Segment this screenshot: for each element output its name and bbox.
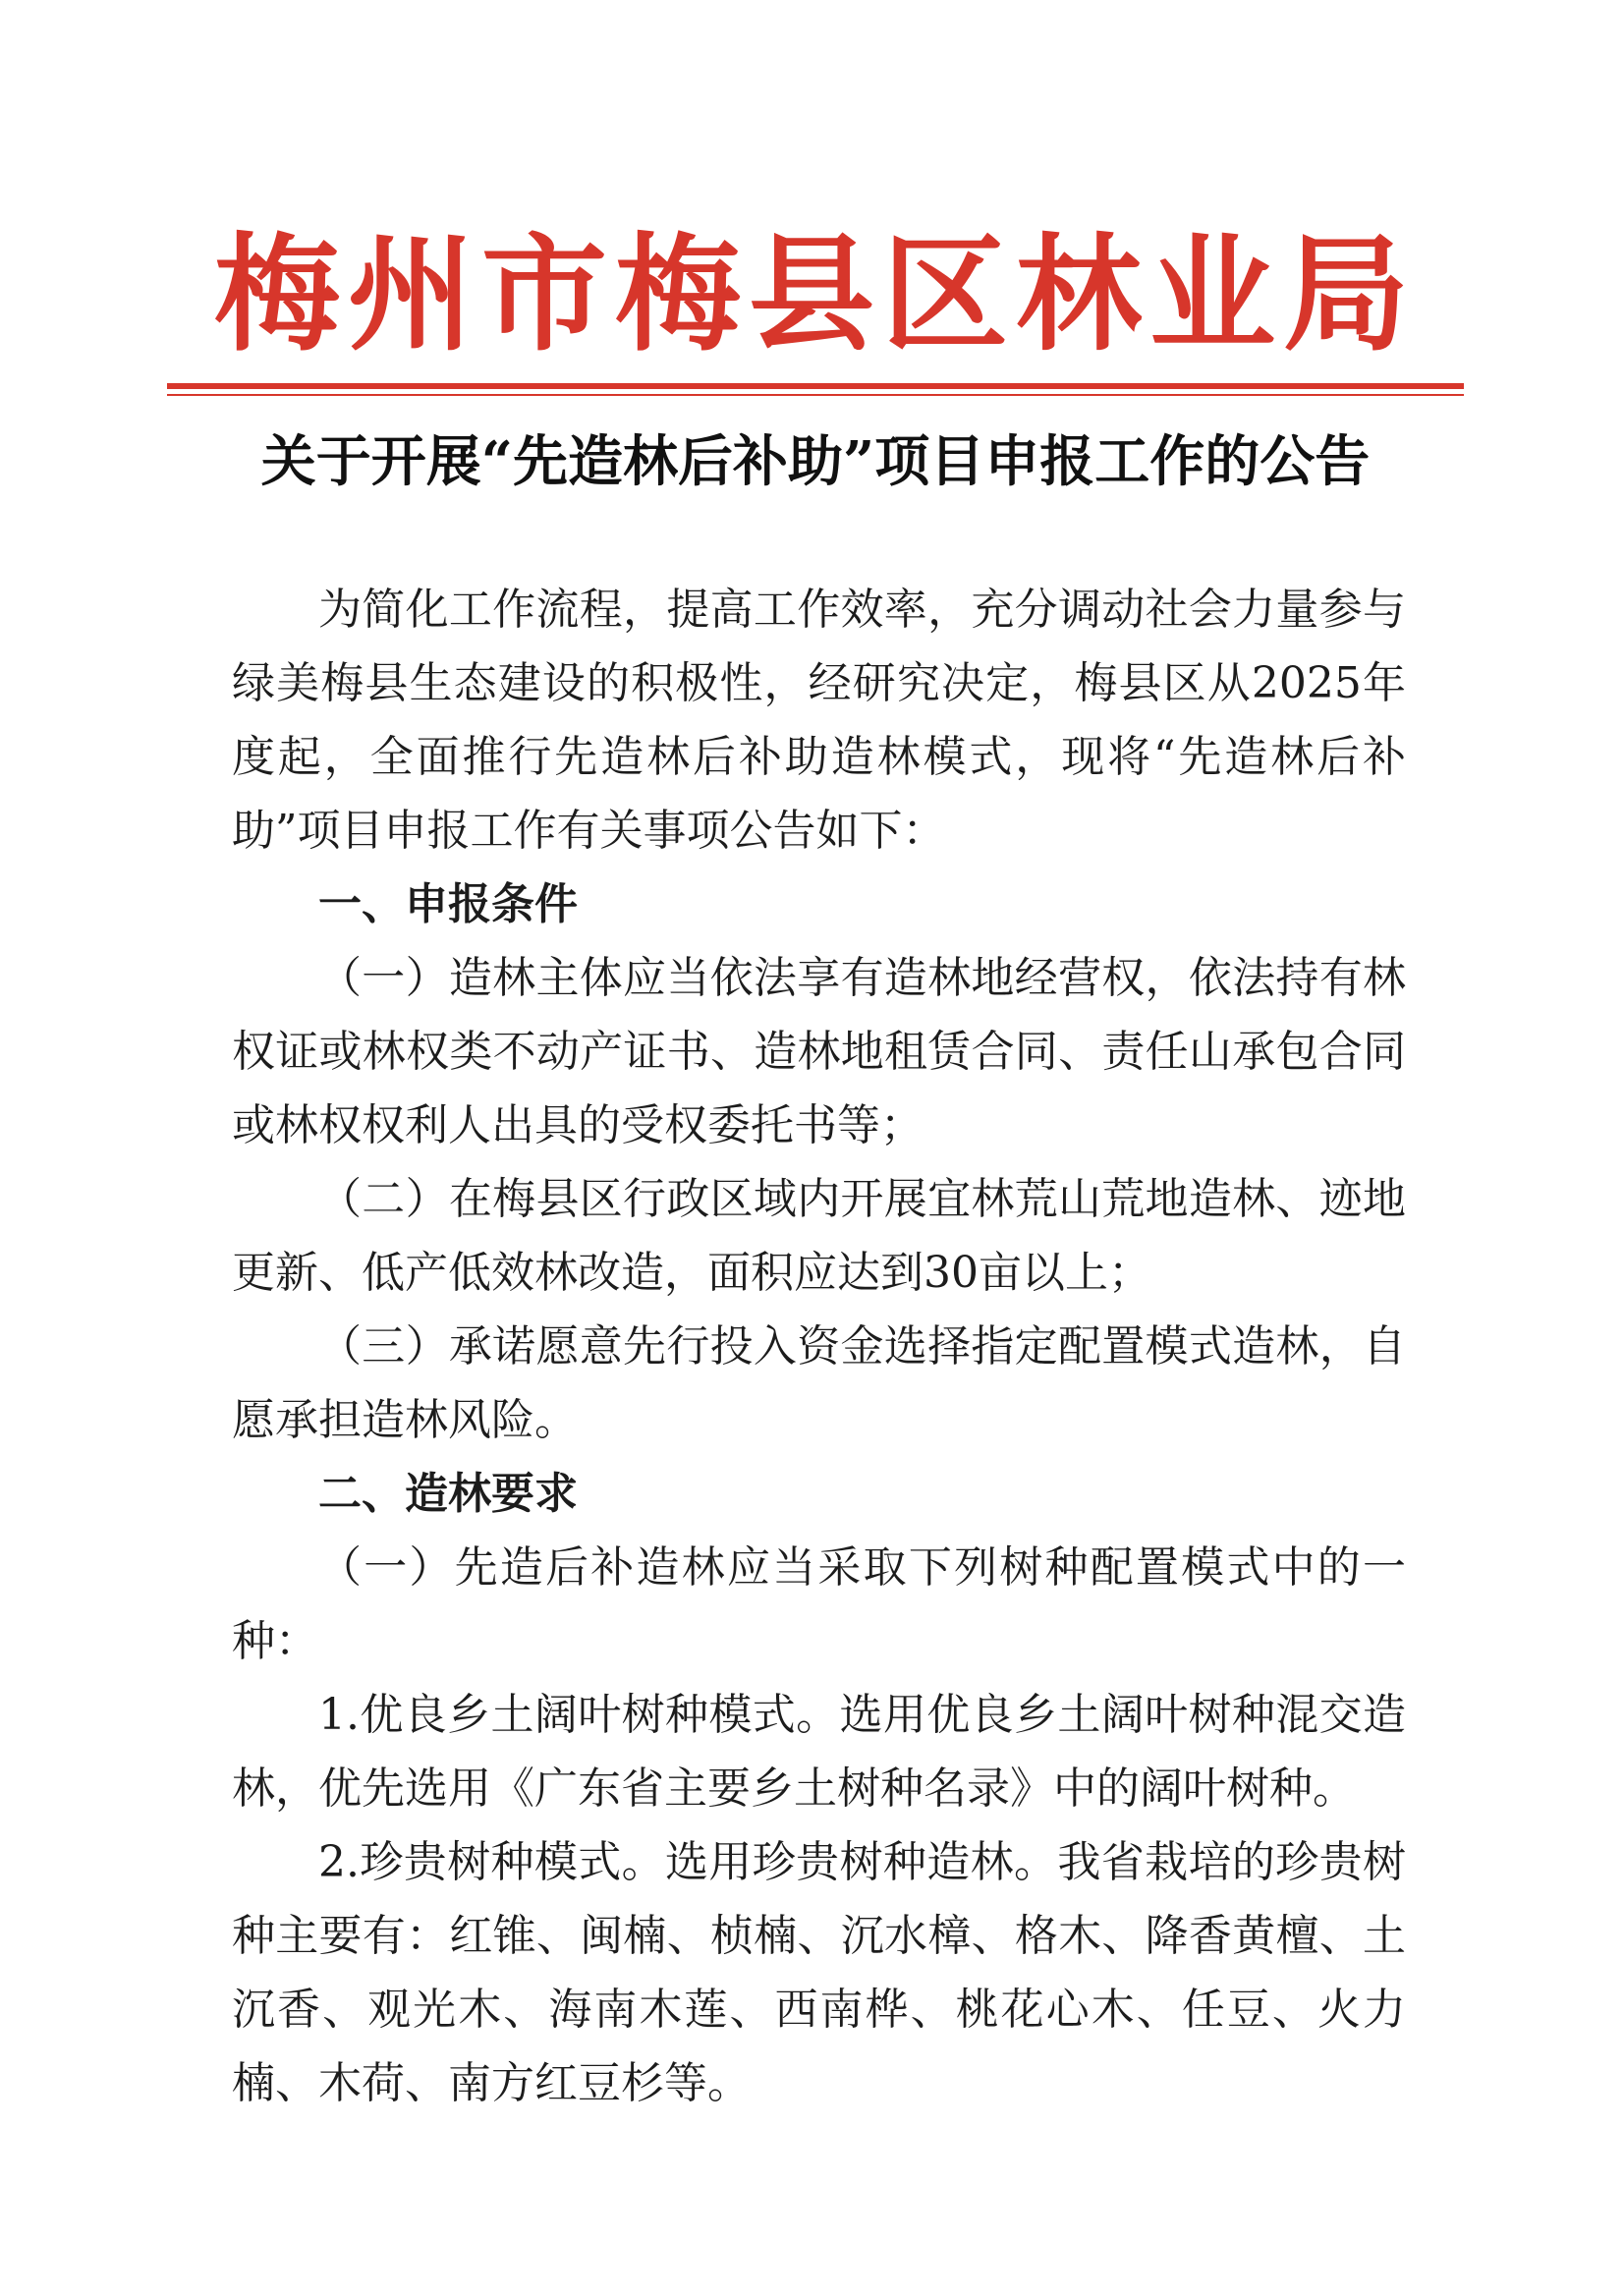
section-heading-requirements: 二、造林要求 xyxy=(318,1469,578,1519)
letterhead-rule-thick xyxy=(167,383,1464,389)
letterhead-rule-thin xyxy=(167,394,1464,396)
document-title: 关于开展“先造林后补助”项目申报工作的公告 xyxy=(260,429,1371,494)
requirement-item-1: （一）先造后补造林应当采取下列树种配置模式中的一种： xyxy=(232,1542,1406,1666)
intro-paragraph: 为简化工作流程，提高工作效率，充分调动社会力量参与绿美梅县生态建设的积极性，经研究决定，梅县区从2025年度起，全面推行先造林后补助造林模式，现将“先造林后补助”项目申报工作有关事项公告如下： xyxy=(232,585,1406,856)
requirement-item-3: 2.珍贵树种模式。选用珍贵树种造林。我省栽培的珍贵树种主要有：红锥、闽楠、桢楠、沉水樟、格木、降香黄檀、土沉香、观光木、海南木莲、西南桦、桃花心木、任豆、火力楠、木荷、南方红豆杉等。 xyxy=(232,1837,1406,2108)
requirement-item-2: 1.优良乡土阔叶树种模式。选用优良乡土阔叶树种混交造林，优先选用《广东省主要乡土树种名录》中的阔叶树种。 xyxy=(232,1690,1406,1814)
condition-item-1: （一）造林主体应当依法享有造林地经营权，依法持有林权证或林权类不动产证书、造林地租赁合同、责任山承包合同或林权权利人出具的受权委托书等； xyxy=(232,953,1406,1150)
condition-item-3: （三）承诺愿意先行投入资金选择指定配置模式造林，自愿承担造林风险。 xyxy=(232,1321,1406,1445)
letterhead-title: 梅州市梅县区林业局 xyxy=(213,221,1417,368)
condition-item-2: （二）在梅县区行政区域内开展宜林荒山荒地造林、迹地更新、低产低效林改造，面积应达到30亩以上； xyxy=(232,1174,1406,1298)
document-body xyxy=(232,573,1406,2120)
section-heading-conditions: 一、申报条件 xyxy=(318,879,578,929)
